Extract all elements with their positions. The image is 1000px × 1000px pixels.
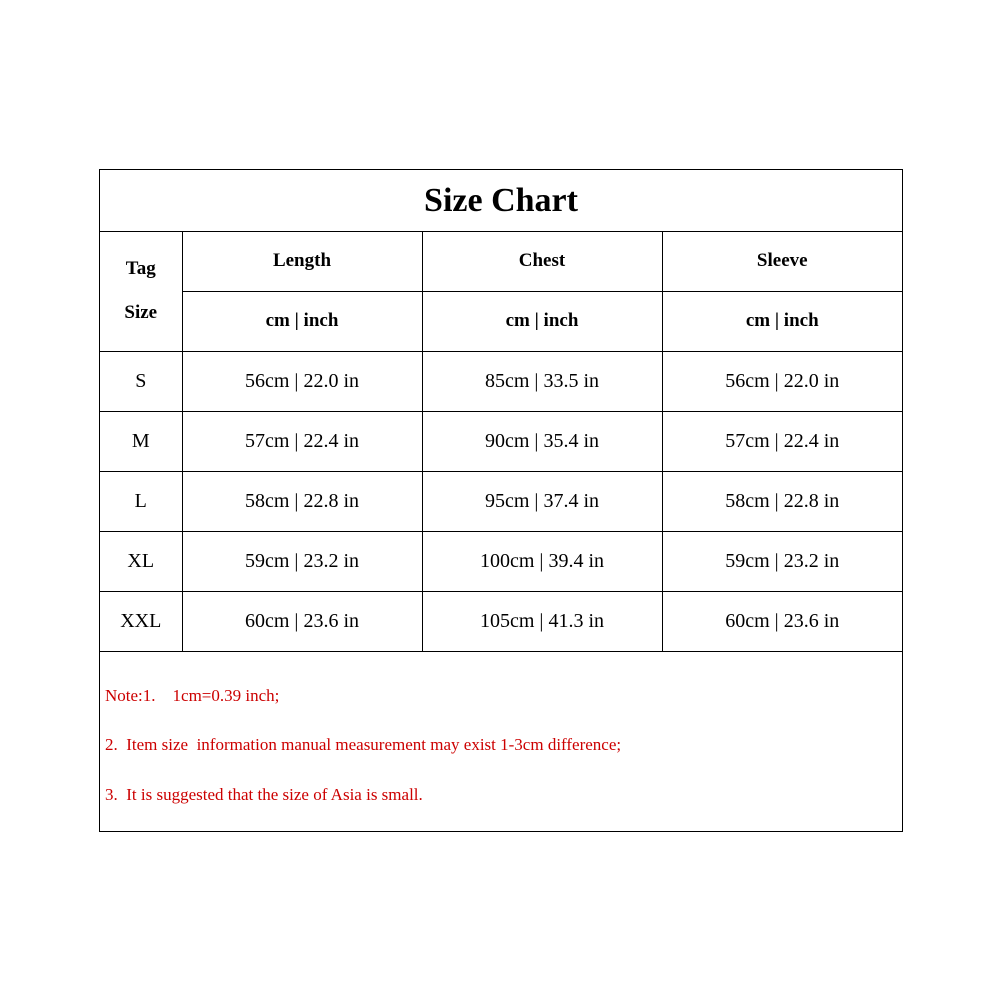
- table-row: [100, 471, 902, 531]
- sleeve-value: 57cm | 22.4 in: [662, 411, 902, 471]
- chest-value: 85cm | 33.5 in: [422, 351, 662, 411]
- size-label: M: [100, 411, 182, 471]
- length-value: 58cm | 22.8 in: [182, 471, 422, 531]
- sleeve-value: 56cm | 22.0 in: [662, 351, 902, 411]
- unit-header-length: cm | inch: [182, 291, 422, 351]
- chest-value: 95cm | 37.4 in: [422, 471, 662, 531]
- size-table: [100, 231, 902, 652]
- length-value: 56cm | 22.0 in: [182, 351, 422, 411]
- table-row: [100, 411, 902, 471]
- size-label: S: [100, 351, 182, 411]
- table-row: [100, 591, 902, 651]
- chest-value: 100cm | 39.4 in: [422, 531, 662, 591]
- size-label: L: [100, 471, 182, 531]
- table-row: [100, 531, 902, 591]
- note-line-2: 2. Item size information manual measurement may exist 1-3cm difference;: [105, 735, 622, 754]
- column-header-length: Length: [182, 231, 422, 291]
- sleeve-value: 58cm | 22.8 in: [662, 471, 902, 531]
- size-label: XL: [100, 531, 182, 591]
- notes-section: [100, 663, 902, 831]
- unit-header-chest: cm | inch: [422, 291, 662, 351]
- length-value: 60cm | 23.6 in: [182, 591, 422, 651]
- note-line-3: 3. It is suggested that the size of Asia is small.: [105, 785, 423, 804]
- column-header-sleeve: Sleeve: [662, 231, 902, 291]
- tag-size-line1: Tag: [125, 257, 156, 279]
- length-value: 57cm | 22.4 in: [182, 411, 422, 471]
- unit-header-sleeve: cm | inch: [662, 291, 902, 351]
- sleeve-value: 60cm | 23.6 in: [662, 591, 902, 651]
- chart-title: Size Chart: [100, 170, 902, 232]
- table-row: [100, 351, 902, 411]
- length-value: 59cm | 23.2 in: [182, 531, 422, 591]
- header-row: [100, 231, 902, 291]
- chest-value: 105cm | 41.3 in: [422, 591, 662, 651]
- sleeve-value: 59cm | 23.2 in: [662, 531, 902, 591]
- tag-size-header: [100, 231, 182, 351]
- size-chart-sheet: [99, 169, 903, 832]
- units-row: [100, 291, 902, 351]
- chest-value: 90cm | 35.4 in: [422, 411, 662, 471]
- column-header-chest: Chest: [422, 231, 662, 291]
- size-label: XXL: [100, 591, 182, 651]
- note-line-1: Note:1. 1cm=0.39 inch;: [105, 686, 280, 705]
- tag-size-line2: Size: [124, 301, 158, 323]
